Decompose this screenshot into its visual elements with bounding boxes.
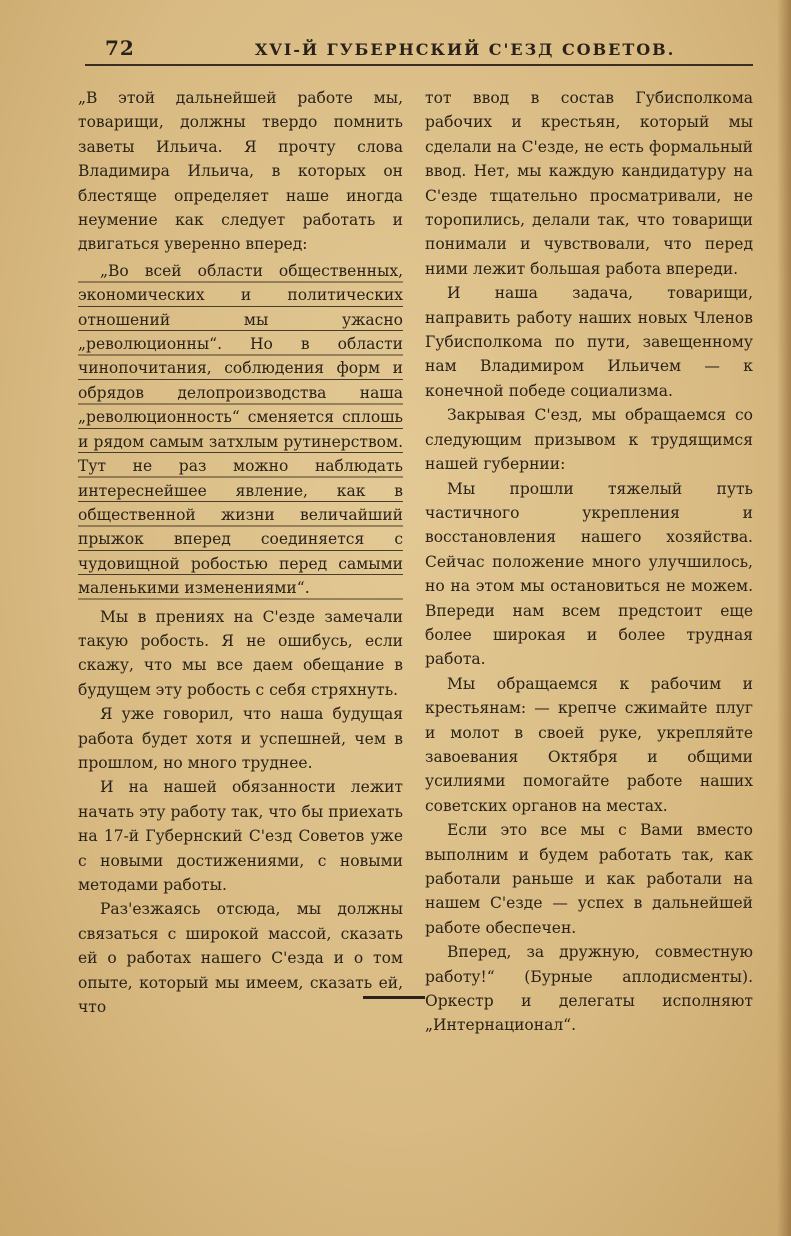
paragraph: тот ввод в состав Губисполкома рабочих и крестьян, который мы сделали на С'езде, не есть формальный ввод. Нет, мы каждую кандидатуру на С'езде тщательно просматривали, не торопились, делали так, что товарищи понимали и чувствовали, что перед ними лежит большая работа впереди. bbox=[425, 89, 753, 278]
paragraph: Закрывая С'езд, мы обращаемся со следующим призывом к трудящимся нашей губернии: bbox=[425, 406, 753, 474]
paragraph: Мы в прениях на С'езде замечали такую робость. Я не ошибусь, если скажу, что мы все даем обещание в будущем эту робость с себя стряхнуть. bbox=[78, 607, 403, 699]
page-edge-shadow bbox=[777, 0, 791, 1236]
left-column bbox=[78, 86, 403, 1019]
paragraph: Раз'езжаясь отсюда, мы должны связаться с широкой массой, сказать ей о работах нашего С'езда и о том опыте, который мы имеем, сказать ей, что bbox=[78, 900, 403, 1017]
appeal-paragraph: Мы обращаемся к рабочим и крестьянам: — крепче сжимайте плуг и молот в своей руке, укрепляйте завоевания Октября и общими усилиями помогайте работе наших советских органов на местах. bbox=[425, 674, 753, 815]
end-rule bbox=[363, 996, 425, 999]
right-column bbox=[425, 86, 753, 1038]
appeal-paragraph: Вперед, за дружную, совместную работу!“ (Бурные аплодисменты). Оркестр и делегаты исполняют „Интернационал“. bbox=[425, 943, 753, 1035]
header-rule bbox=[85, 64, 753, 66]
appeal-paragraph: Мы прошли тяжелый путь частичного укрепления и восстановления нашего хозяйства. Сейчас положение много улучшилось, но на этом мы остановиться не можем. Впереди нам всем предстоит еще более широкая и более трудная работа. bbox=[425, 479, 753, 669]
appeal bbox=[425, 477, 753, 1038]
running-title: XVI-Й ГУБЕРНСКИЙ С'ЕЗД СОВЕТОВ. bbox=[255, 40, 676, 59]
paragraph: И на нашей обязанности лежит начать эту работу так, что бы приехать на 17-й Губернский С'езд Советов уже с новыми достижениями, с новыми методами работы. bbox=[78, 778, 403, 894]
lenin-quote bbox=[78, 259, 403, 601]
paragraph: И наша задача, товарищи, направить работу наших новых Членов Губисполкома по пути, завещенному нам Владимиром Ильичем — к конечной победе социализма. bbox=[425, 284, 753, 400]
paragraph: „В этой дальнейшей работе мы, товарищи, должны твердо помнить заветы Ильича. Я прочту слова Владимира Ильича, в которых он блестяще определяет наше иногда неумение как следует работать и двигаться уверенно вперед: bbox=[78, 89, 403, 254]
quote-text: „Во всей области общественных, экономических и политических отношений мы ужасно „революционны“. Но в области чинопочитания, соблюдения форм и обрядов делопроизводства наша „революционность“ сменяется сплошь и рядом самым затхлым рутинерством. Тут не раз можно наблюдать интереснейшее явление, как в общественной жизни величайший прыжок вперед соединяется с чудовищной робостью перед самыми маленькими изменениями“. bbox=[78, 261, 403, 598]
page-number: 72 bbox=[105, 36, 135, 60]
paragraph: Я уже говорил, что наша будущая работа будет хотя и успешней, чем в прошлом, но много труднее. bbox=[78, 705, 403, 772]
appeal-paragraph: Если это все мы с Вами вместо выполним и будем работать так, как работали раньше и как работали на нашем С'езде — успех в дальнейшей работе обеспечен. bbox=[425, 821, 753, 937]
